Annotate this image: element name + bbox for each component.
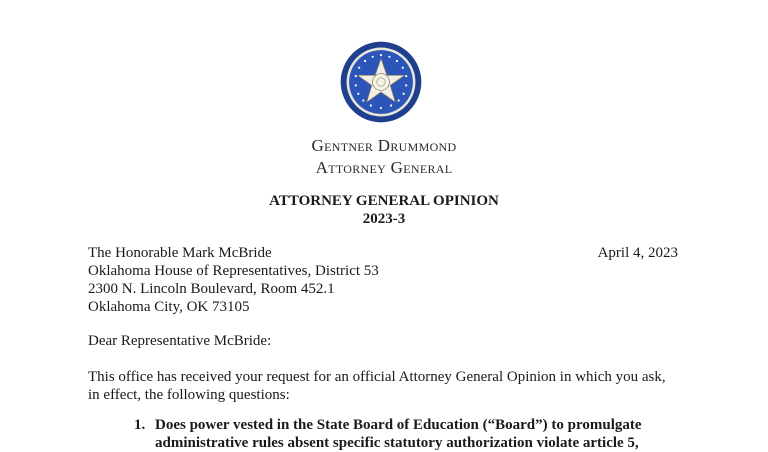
letter-date: April 4, 2023	[597, 245, 678, 261]
question-number: 1.	[134, 417, 146, 433]
salutation: Dear Representative McBride:	[88, 333, 272, 349]
question-line-1: Does power vested in the State Board of Education (“Board”) to promulgate	[155, 417, 642, 433]
state-seal-icon	[339, 40, 423, 124]
recipient-name: The Honorable Mark McBride	[88, 245, 272, 261]
intro-line-2: in effect, the following questions:	[88, 387, 290, 403]
attorney-general-title: Attorney General	[315, 158, 453, 177]
recipient-city: Oklahoma City, OK 73105	[88, 299, 250, 315]
recipient-office: Oklahoma House of Representatives, District 53	[88, 263, 379, 279]
recipient-street: 2300 N. Lincoln Boulevard, Room 452.1	[88, 281, 335, 297]
intro-line-1: This office has received your request for an official Attorney General Opinion in which you ask,	[88, 369, 666, 385]
attorney-general-name: Gentner Drummond	[311, 136, 457, 155]
opinion-number: 2023-3	[362, 211, 406, 227]
opinion-heading: ATTORNEY GENERAL OPINION	[269, 193, 499, 209]
question-line-2: administrative rules absent specific statutory authorization violate article 5,	[155, 435, 639, 451]
